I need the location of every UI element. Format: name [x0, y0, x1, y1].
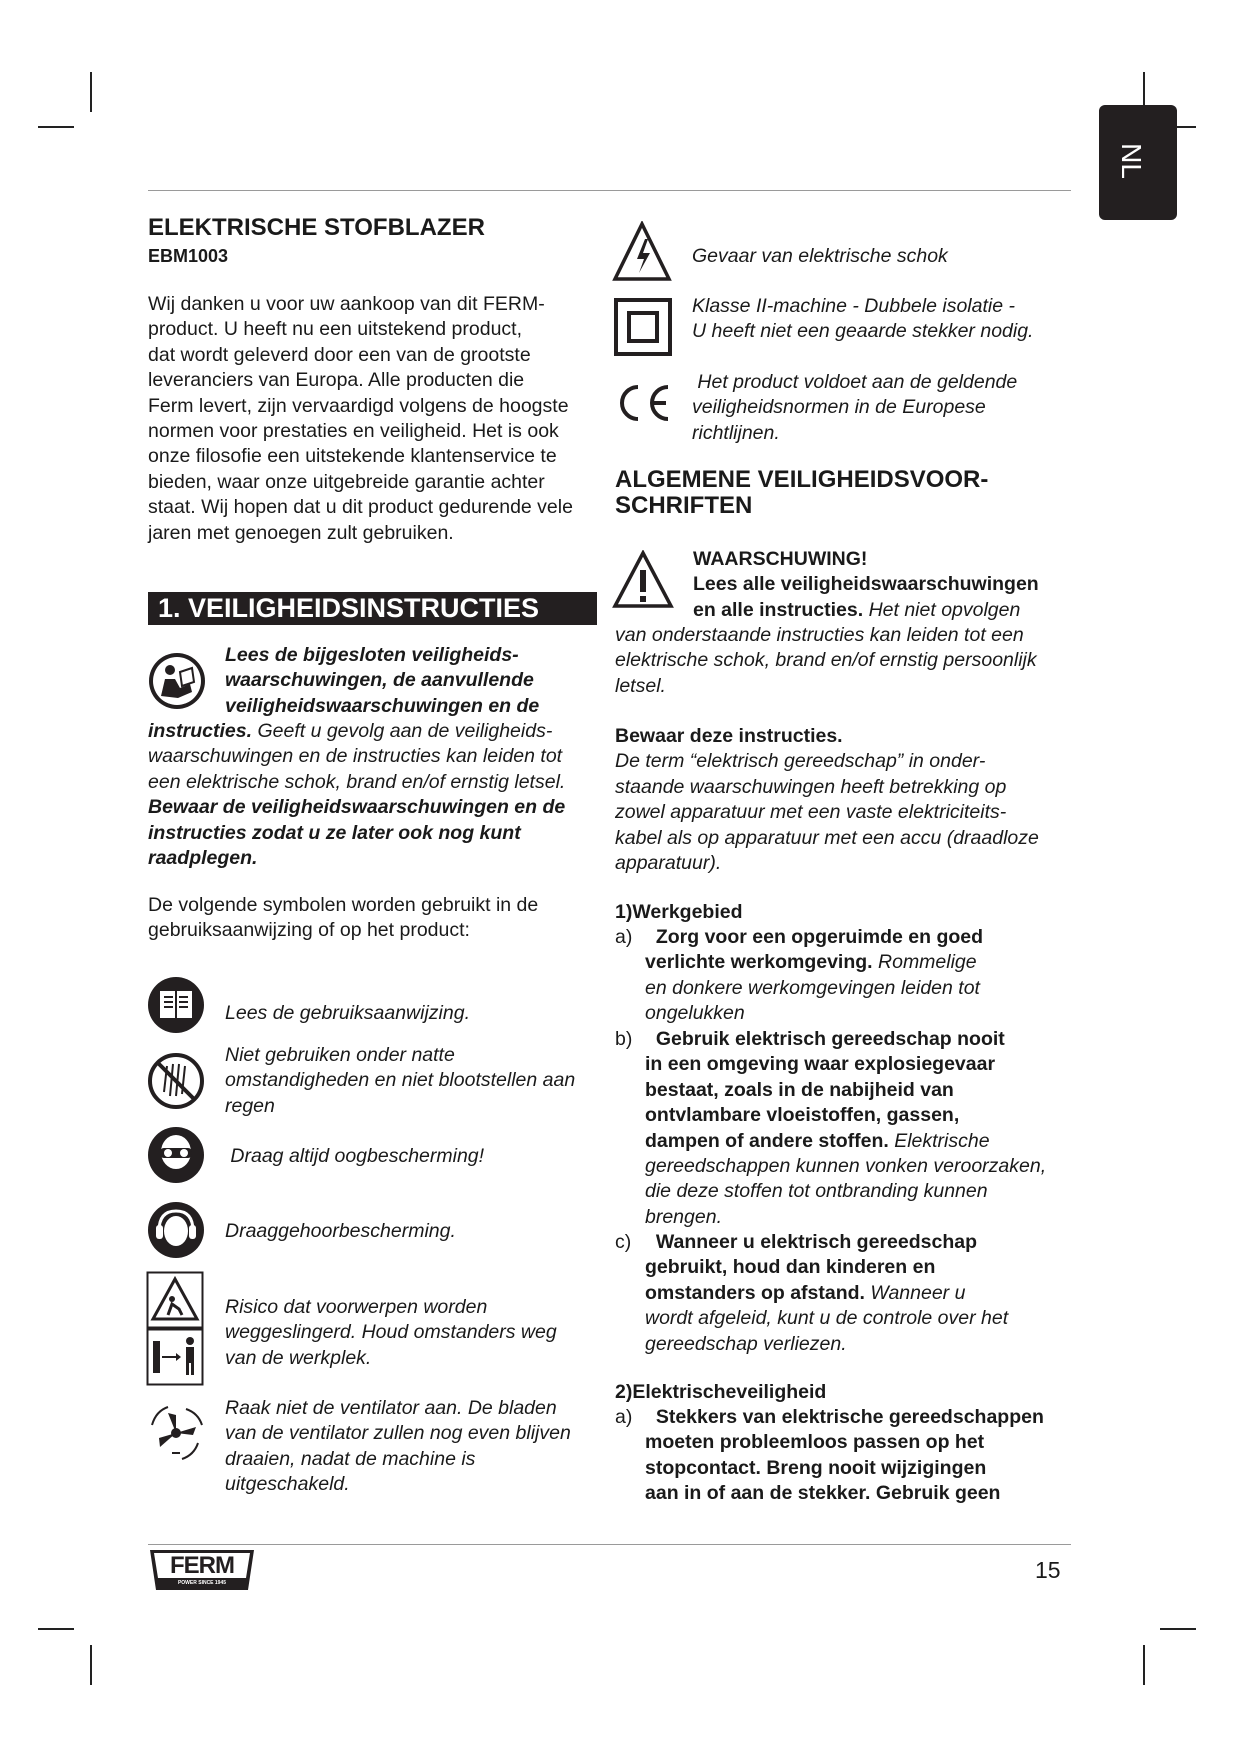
class-ii-double-insulation-icon	[614, 298, 672, 356]
symbol-line: Draag altijd oogbescherming!	[225, 1145, 485, 1167]
read-bold-line: waarschuwingen, de aanvullende	[225, 669, 534, 692]
intro-paragraph	[148, 292, 608, 546]
symbol-text-ce	[692, 370, 1072, 446]
manual-book-icon	[147, 976, 205, 1034]
intro-line: product. U heeft nu een uitstekend product,	[148, 318, 522, 341]
intro-line: staat. Wij hopen dat u dit product gedurende vele	[148, 496, 573, 519]
item-bold-line: dampen of andere stoffen.	[645, 1129, 889, 1152]
symbol-text-flying	[225, 1295, 605, 1371]
warning-italic-line: elektrische schok, brand en/of ernstig persoonlijk	[615, 649, 1037, 672]
symbol-text-eye	[225, 1144, 605, 1169]
intro-line: jaren met genoegen zult gebruiken.	[148, 521, 454, 544]
keep-instructions-block	[615, 724, 1080, 876]
flying-objects-icon	[146, 1271, 204, 1386]
item-italic-line: die deze stoffen tot ontbranding kunnen	[645, 1180, 988, 1203]
warning-bold-line: en alle instructies.	[693, 598, 864, 621]
warning-block-top	[693, 547, 1078, 623]
symbol-line: van de ventilator zullen nog even blijven	[225, 1422, 571, 1445]
intro-line: bieden, waar onze uitgebreide garantie achter	[148, 470, 545, 493]
symbol-text-shock	[692, 244, 1072, 269]
logo-tagline: POWER SINCE 1945	[177, 1580, 227, 1586]
term-line: zowel apparatuur met een vaste elektriciteits-	[615, 801, 1007, 824]
item-bold-line: gebruikt, houd dan kinderen en	[645, 1256, 936, 1279]
product-model: EBM1003	[148, 246, 229, 266]
intro-line: Ferm levert, zijn vervaardigd volgens de hoogste	[148, 394, 569, 417]
symbol-line: veiligheidsnormen in de Europese	[692, 396, 986, 419]
electric-safety-heading: 2)Elektrischeveiligheid	[615, 1381, 827, 1403]
read-warnings-rest	[148, 719, 608, 871]
symbol-text-no-rain	[225, 1043, 605, 1119]
heading-line: SCHRIFTEN	[615, 492, 753, 519]
general-safety-heading	[615, 467, 988, 519]
item-italic-line: Elektrische	[888, 1129, 990, 1152]
general-warning-icon	[612, 550, 674, 610]
read-warnings-bold	[225, 643, 605, 719]
symbol-text-ear	[225, 1219, 605, 1244]
symbol-line: U heeft niet een geaarde stekker nodig.	[692, 320, 1034, 343]
symbol-line: richtlijnen.	[692, 421, 780, 444]
warning-italic-line: Het niet opvolgen	[863, 598, 1021, 621]
ce-mark-icon	[612, 383, 672, 423]
symbol-text-class-ii	[692, 294, 1072, 345]
symbol-line: omstandigheden en niet blootstellen aan	[225, 1069, 576, 1092]
keep-label: Bewaar deze instructies.	[615, 725, 843, 747]
item-italic-line: gereedschappen kunnen vonken veroorzaken,	[645, 1155, 1047, 1178]
list-item-electric-a	[615, 1405, 1085, 1507]
term-line: kabel als op apparatuur met een accu (draadloze	[615, 826, 1039, 849]
keep-bold-line: raadplegen.	[148, 847, 258, 870]
symbol-line: Niet gebruiken onder natte	[225, 1044, 455, 1066]
crop-mark	[1160, 1628, 1196, 1630]
keep-bold-line: instructies zodat u ze later ook nog kunt	[148, 821, 521, 844]
warning-italic-line: letsel.	[615, 674, 666, 697]
symbol-line: Lees de gebruiksaanwijzing.	[225, 1002, 470, 1024]
symbols-intro-line: gebruiksaanwijzing of op het product:	[148, 919, 470, 942]
symbol-line: Raak niet de ventilator aan. De bladen	[225, 1397, 557, 1419]
product-title: ELEKTRISCHE STOFBLAZER	[148, 214, 485, 241]
item-bold-line: Wanneer u elektrisch gereedschap	[645, 1231, 977, 1253]
item-bold-line: bestaat, zoals in de nabijheid van	[645, 1078, 954, 1101]
bottom-divider	[148, 1544, 1071, 1545]
section-heading: 1. VEILIGHEIDSINSTRUCTIES	[148, 592, 597, 625]
item-bold-line: moeten probleemloos passen op het	[645, 1431, 985, 1454]
item-italic-line: wordt afgeleid, kunt u de controle over het	[645, 1307, 1009, 1330]
read-rest-line: een elektrische schok, brand en/of ernstig letsel.	[148, 770, 566, 793]
logo-text: FERM	[170, 1552, 234, 1579]
read-bold-line: veiligheidswaarschuwingen en de	[225, 694, 540, 717]
symbol-line: Risico dat voorwerpen worden	[225, 1296, 488, 1318]
crop-mark	[1143, 1645, 1145, 1685]
symbol-line: Gevaar van elektrische schok	[692, 245, 948, 267]
symbol-line: draaien, nadat de machine is	[225, 1447, 476, 1470]
symbol-line: Klasse II-machine - Dubbele isolatie -	[692, 295, 1015, 317]
list-marker: b)	[615, 1028, 633, 1050]
item-bold-line: aan in of aan de stekker. Gebruik geen	[645, 1482, 1001, 1505]
keep-bold-line: Bewaar de veiligheidswaarschuwingen en de	[148, 796, 566, 819]
intro-line: onze filosofie een uitstekende klantenservice te	[148, 445, 557, 468]
crop-mark	[38, 1628, 74, 1630]
eye-protection-icon	[147, 1126, 205, 1184]
symbol-text-fan	[225, 1396, 605, 1498]
item-bold-line: Stekkers van elektrische gereedschappen	[645, 1406, 1044, 1428]
item-bold-line: ontvlambare vloeistoffen, gassen,	[645, 1104, 960, 1127]
crop-mark	[90, 1645, 92, 1685]
read-rest-line: Geeft u gevolg aan de veiligheids-	[252, 720, 553, 742]
list-item-work-c	[615, 1230, 1080, 1357]
list-marker: a)	[615, 1406, 633, 1428]
warning-block-rest	[615, 623, 1080, 699]
term-line: De term “elektrisch gereedschap” in onder-	[615, 750, 986, 773]
symbol-line: weggeslingerd. Houd omstanders weg	[225, 1321, 557, 1344]
warning-label: WAARSCHUWING!	[693, 548, 868, 570]
item-bold-line: Gebruik elektrisch gereedschap nooit	[645, 1028, 1005, 1050]
list-marker: c)	[615, 1231, 632, 1253]
read-instructions-icon	[148, 652, 206, 710]
symbol-line: van de werkplek.	[225, 1346, 372, 1369]
symbol-line: regen	[225, 1094, 275, 1117]
symbols-intro-line: De volgende symbolen worden gebruikt in de	[148, 894, 539, 916]
read-bold-line: Lees de bijgesloten veiligheids-	[225, 644, 519, 666]
language-tab	[1099, 105, 1177, 220]
item-italic-line: Rommelige	[872, 951, 977, 974]
heading-line: ALGEMENE VEILIGHEIDSVOOR-	[615, 466, 989, 493]
intro-line: leveranciers van Europa. Alle producten die	[148, 369, 525, 392]
term-line: staande waarschuwingen heeft betrekking op	[615, 775, 1007, 798]
item-bold-line: stopcontact. Breng nooit wijzigingen	[645, 1456, 987, 1479]
symbols-intro	[148, 893, 608, 944]
symbol-line: Het product voldoet aan de geldende	[692, 371, 1018, 393]
symbol-text-manual	[225, 1001, 605, 1026]
symbol-line: uitgeschakeld.	[225, 1473, 350, 1496]
list-item-work-b	[615, 1027, 1080, 1230]
intro-line: normen voor prestaties en veiligheid. Het is ook	[148, 420, 559, 443]
intro-line: Wij danken u voor uw aankoop van dit FERM-	[148, 293, 545, 315]
ear-protection-icon	[147, 1201, 205, 1259]
no-rain-icon	[147, 1052, 205, 1110]
item-bold-line: in een omgeving waar explosiegevaar	[645, 1053, 996, 1076]
item-italic-line: Wanneer u	[864, 1281, 966, 1304]
crop-mark	[38, 126, 74, 128]
intro-line: dat wordt geleverd door een van de grootste	[148, 343, 531, 366]
list-marker: a)	[615, 926, 633, 948]
work-area-heading: 1)Werkgebied	[615, 901, 743, 923]
item-italic-line: gereedschap verliezen.	[645, 1332, 847, 1355]
item-bold-line: Zorg voor een opgeruimde en goed	[645, 926, 984, 948]
ferm-logo	[148, 1548, 256, 1592]
fan-rotation-icon	[146, 1403, 206, 1463]
read-rest-line: waarschuwingen en de instructies kan leiden tot	[148, 745, 563, 768]
language-tab-label: NL	[1115, 143, 1147, 179]
warning-bold-line: Lees alle veiligheidswaarschuwingen	[693, 573, 1039, 596]
item-bold-line: omstanders op afstand.	[645, 1281, 865, 1304]
symbol-line: Draaggehoorbescherming.	[225, 1220, 456, 1242]
item-bold-line: verlichte werkomgeving.	[645, 951, 873, 974]
item-italic-line: brengen.	[645, 1205, 722, 1228]
electric-shock-warning-icon	[612, 221, 672, 283]
item-italic-line: ongelukken	[645, 1002, 745, 1025]
top-divider	[148, 190, 1071, 191]
term-line: apparatuur).	[615, 852, 722, 875]
page-number: 15	[1035, 1557, 1061, 1583]
read-bold-end: instructies.	[148, 720, 253, 742]
item-italic-line: en donkere werkomgevingen leiden tot	[645, 976, 980, 999]
list-item-work-a	[615, 925, 1080, 1027]
crop-mark	[90, 72, 92, 112]
warning-italic-line: van onderstaande instructies kan leiden tot een	[615, 624, 1024, 646]
